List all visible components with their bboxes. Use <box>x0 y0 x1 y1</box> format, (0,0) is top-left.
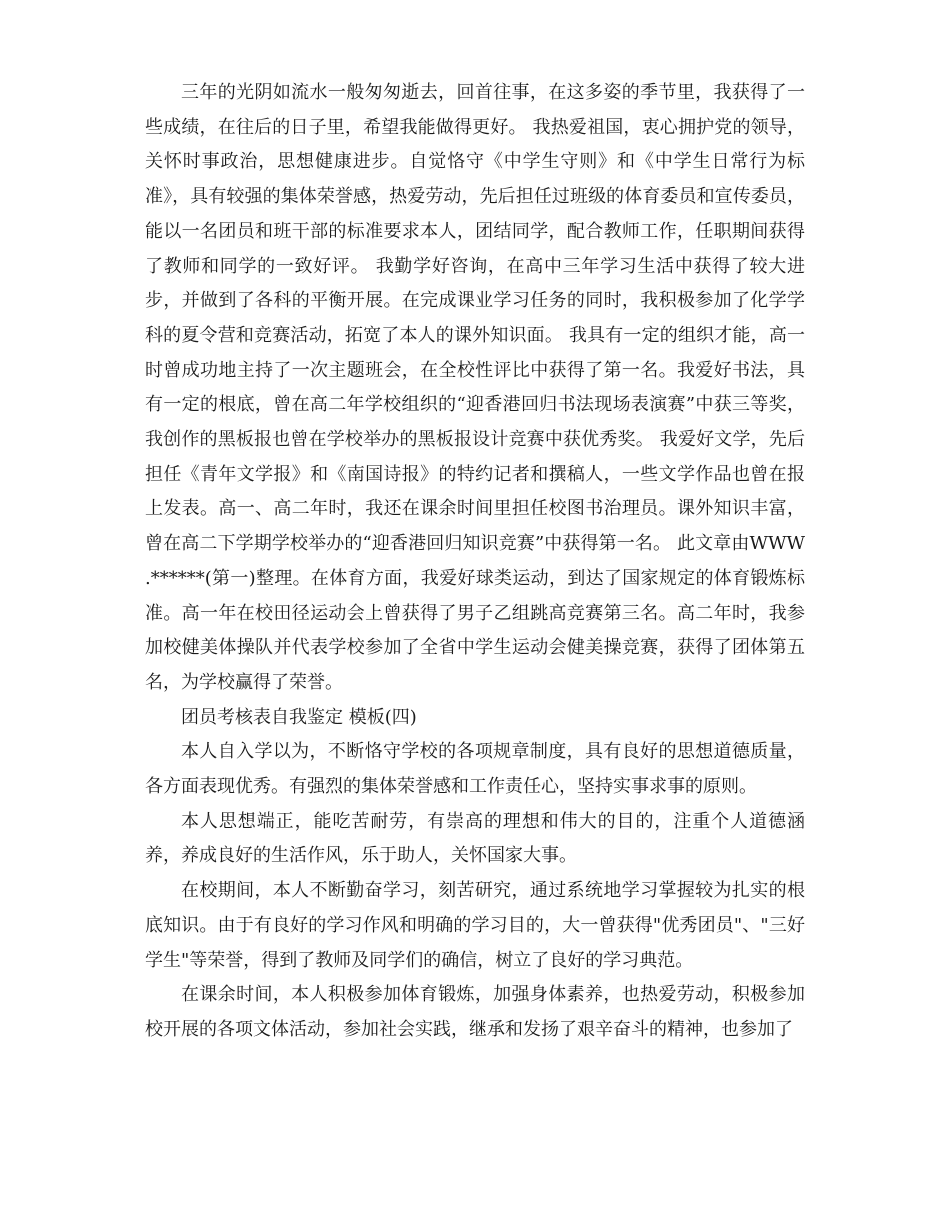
paragraph-study: 在校期间，本人不断勤奋学习，刻苦研究，通过系统地学习掌握较为扎实的根底知识。由于有良好的学习作风和明确的学习目的，大一曾获得"优秀团员"、"三好学生"等荣誉，得到了教师及同学们的确信，树立了良好的学习典范。 <box>145 880 805 971</box>
paragraph-discipline: 本人自入学以为，不断恪守学校的各项规章制度，具有良好的思想道德质量，各方面表现优秀。有强烈的集体荣誉感和工作责任心，坚持实事求事的原则。 <box>145 741 805 798</box>
section-heading: 团员考核表自我鉴定 模板(四) <box>181 706 417 728</box>
document-page <box>145 0 805 1048</box>
paragraph-summary: 三年的光阴如流水一般匆匆逝去，回首往事，在这多姿的季节里，我获得了一些成绩，在往后的日子里，希望我能做得更好。 我热爱祖国，衷心拥护党的领导，关怀时事政治，思想健康进步。自觉恪守《中学生守则》和《中学生日常行为标准》，具有较强的集体荣誉感，热爱劳动，先后担任过班级的体育委员和宣传委员，能以一名团员和班干部的标准要求本人，团结同学，配合教师工作，任职期间获得了教师和同学的一致好评。 我勤学好咨询，在高中三年学习生活中获得了较大进步，并做到了各科的平衡开展。在完成课业学习任务的同时，我积极参加了化学学科的夏令营和竞赛活动，拓宽了本人的课外知识面。 我具有一定的组织才能，高一时曾成功地主持了一次主题班会，在全校性评比中获得了第一名。我爱好书法，具有一定的根底，曾在高二年学校组织的“迎香港回归书法现场表演赛”中获三等奖，我创作的黑板报也曾在学校举办的黑板报设计竞赛中获优秀奖。 我爱好文学，先后担任《青年文学报》和《南国诗报》的特约记者和撰稿人，一些文学作品也曾在报上发表。高一、高二年时，我还在课余时间里担任校图书治理员。课外知识丰富，曾在高二下学期学校举办的“迎香港回归知识竞赛”中获得第一名。 此文章由WWW .******(第一)整理。在体育方面，我爱好球类运动，到达了国家规定的体育锻炼标准。高一年在校田径运动会上曾获得了男子乙组跳高竞赛第三名。高二年时，我参加校健美体操队并代表学校参加了全省中学生运动会健美操竞赛，获得了团体第五名，为学校赢得了荣誉。 <box>145 82 805 693</box>
paragraph-activities: 在课余时间，本人积极参加体育锻炼，加强身体素养，也热爱劳动，积极参加校开展的各项文体活动，参加社会实践，继承和发扬了艰辛奋斗的精神，也参加了 <box>145 984 805 1040</box>
paragraph-character: 本人思想端正，能吃苦耐劳，有崇高的理想和伟大的目的，注重个人道德涵养，养成良好的生活作风，乐于助人，关怀国家大事。 <box>145 810 805 867</box>
